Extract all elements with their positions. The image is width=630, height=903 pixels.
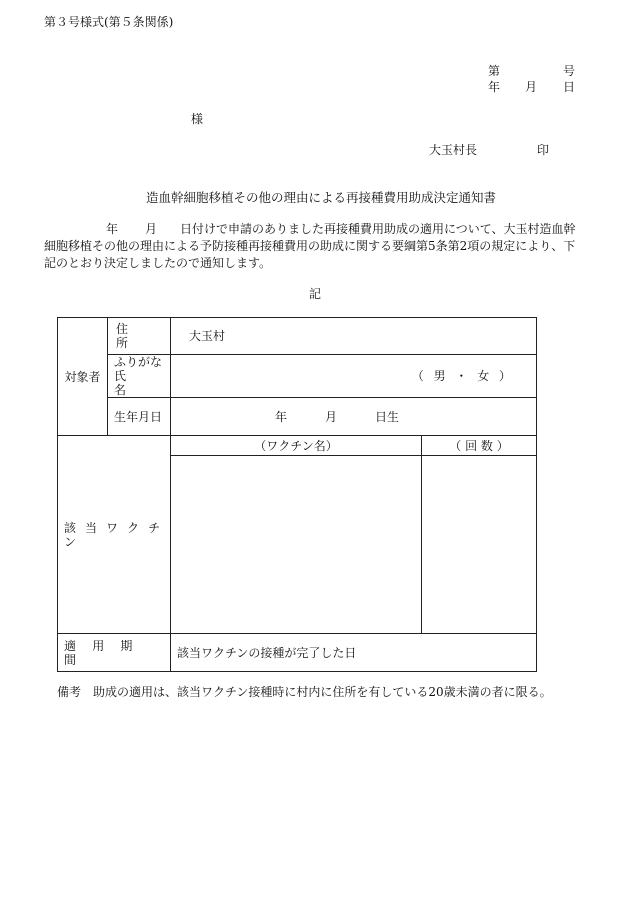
address-value: 大玉村	[171, 318, 537, 355]
subject-header: 対象者	[58, 318, 108, 436]
body-line3: 記のとおり決定しましたので通知します。	[44, 256, 272, 270]
subsidy-table	[57, 317, 537, 672]
addressee-suffix: 様	[191, 112, 204, 126]
ki-mark: 記	[309, 287, 322, 301]
vaccine-header: 該当ワクチン	[58, 436, 171, 634]
issuer-seal: 印	[537, 143, 550, 157]
birth-year: 年	[275, 409, 288, 424]
dose-count-entry	[422, 456, 537, 634]
furigana-label: ふりがな	[114, 355, 163, 369]
address-label: 住 所	[108, 318, 171, 355]
gender-options: （ 男 ・ 女 ）	[411, 369, 515, 383]
body-line1: 日付けで申請のありました再接種費用助成の適用について、大玉村造血幹	[180, 222, 576, 236]
vaccine-name-entry	[171, 456, 422, 634]
date-day: 日	[563, 80, 576, 94]
body-line2: 細胞移植その他の理由による予防接種再接種費用の助成に関する要綱第5条第2項の規定により、下	[44, 239, 576, 253]
body-month: 月	[145, 222, 158, 236]
vaccine-name-col: （ワクチン名）	[171, 436, 422, 456]
number-prefix: 第	[488, 64, 501, 78]
birthdate-value	[171, 398, 537, 436]
birthdate-label: 生年月日	[108, 398, 171, 436]
date-year: 年	[488, 80, 501, 94]
date-month: 月	[525, 80, 538, 94]
dose-count-col: （ 回 数 ）	[422, 436, 537, 456]
remarks-text: 助成の適用は、該当ワクチン接種時に村内に住所を有している20歳未満の者に限る。	[93, 685, 552, 699]
document-title: 造血幹細胞移植その他の理由による再接種費用助成決定通知書	[146, 190, 497, 205]
remarks-label: 備考	[57, 685, 82, 699]
birth-month: 月	[325, 409, 338, 424]
period-value: 該当ワクチンの接種が完了した日	[171, 634, 537, 672]
period-label: 適用期間	[58, 634, 171, 672]
name-label-cell	[108, 355, 171, 398]
birth-day: 日生	[375, 409, 400, 424]
number-suffix: 号	[563, 64, 576, 78]
body-year: 年	[106, 222, 119, 236]
name-value	[171, 355, 537, 398]
issuer-title: 大玉村長	[429, 143, 478, 157]
name-label: 氏 名	[114, 369, 165, 397]
form-label: 第３号様式(第５条関係)	[44, 15, 174, 29]
